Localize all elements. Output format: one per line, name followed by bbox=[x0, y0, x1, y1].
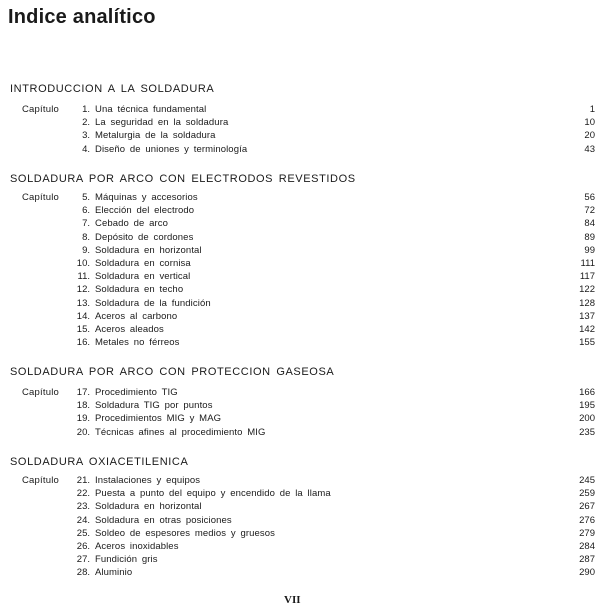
toc-entry bbox=[0, 553, 600, 566]
chapter-page: 137 bbox=[579, 310, 595, 322]
chapter-page: 1 bbox=[589, 104, 595, 115]
toc-entry bbox=[0, 217, 600, 230]
chapter-page: 43 bbox=[584, 143, 595, 155]
toc-entry bbox=[0, 426, 600, 439]
chapter-page: 200 bbox=[579, 413, 595, 425]
toc-entry bbox=[0, 129, 600, 142]
chapter-number: 6. bbox=[82, 205, 90, 217]
chapter-title: Soldadura de la fundición bbox=[95, 297, 211, 309]
chapter-page: 166 bbox=[579, 387, 595, 398]
chapter-number: 2. bbox=[82, 117, 90, 129]
chapter-page: 276 bbox=[579, 514, 595, 526]
chapter-number: 5. bbox=[82, 192, 90, 203]
section-heading: SOLDADURA OXIACETILENICA bbox=[10, 456, 189, 468]
chapter-title: Aceros inoxidables bbox=[95, 541, 179, 552]
chapter-title: Elección del electrodo bbox=[95, 205, 195, 217]
chapter-title: Aluminio bbox=[95, 567, 133, 579]
chapter-title: Soldadura en horizontal bbox=[95, 244, 202, 256]
chapter-number: 26. bbox=[76, 541, 90, 552]
chapter-page: 128 bbox=[579, 297, 595, 309]
chapter-title: Soldadura en otras posiciones bbox=[95, 514, 232, 526]
chapter-title: Diseño de uniones y terminología bbox=[95, 143, 248, 155]
chapter-number: 1. bbox=[82, 104, 90, 115]
toc-entry bbox=[0, 244, 600, 257]
toc-entry bbox=[0, 500, 600, 513]
page-title: Indice analítico bbox=[8, 6, 156, 28]
chapter-page: 284 bbox=[579, 541, 595, 552]
toc-entry bbox=[0, 191, 600, 204]
chapter-page: 56 bbox=[584, 192, 595, 203]
toc-entry bbox=[0, 323, 600, 336]
chapter-number: 27. bbox=[76, 554, 90, 566]
chapter-page: 99 bbox=[584, 244, 595, 256]
page-number-footer: VII bbox=[284, 594, 301, 606]
toc-entry bbox=[0, 566, 600, 579]
chapter-page: 290 bbox=[579, 567, 595, 579]
toc-entry bbox=[0, 487, 600, 500]
chapter-number: 20. bbox=[76, 426, 90, 438]
chapter-number: 11. bbox=[77, 271, 90, 283]
chapter-number: 22. bbox=[76, 488, 90, 500]
chapter-number: 16. bbox=[76, 337, 90, 349]
toc-entry bbox=[0, 270, 600, 283]
toc-entry bbox=[0, 540, 600, 553]
chapter-title: Procedimiento TIG bbox=[95, 387, 178, 398]
toc-entry bbox=[0, 514, 600, 527]
chapter-title: Máquinas y accesorios bbox=[95, 192, 198, 203]
chapter-title: Soldadura en techo bbox=[95, 284, 184, 296]
chapter-page: 195 bbox=[579, 400, 595, 412]
chapter-page: 245 bbox=[579, 475, 595, 486]
chapter-label: Capítulo bbox=[22, 104, 59, 115]
chapter-number: 15. bbox=[76, 324, 90, 335]
chapter-number: 9. bbox=[82, 244, 90, 256]
toc-entry bbox=[0, 336, 600, 349]
toc-entry bbox=[0, 310, 600, 323]
chapter-page: 72 bbox=[584, 205, 595, 217]
chapter-number: 12. bbox=[76, 284, 90, 296]
chapter-number: 23. bbox=[76, 501, 90, 513]
chapter-number: 13. bbox=[76, 297, 90, 309]
toc-entry bbox=[0, 103, 600, 116]
chapter-page: 117 bbox=[579, 271, 595, 283]
chapter-label: Capítulo bbox=[22, 387, 59, 398]
chapter-page: 279 bbox=[579, 527, 595, 539]
toc-entry bbox=[0, 527, 600, 540]
chapter-number: 17. bbox=[76, 387, 90, 398]
chapter-page: 235 bbox=[579, 426, 595, 438]
toc-entry bbox=[0, 386, 600, 399]
chapter-title: Una técnica fundamental bbox=[95, 104, 207, 115]
toc-entry bbox=[0, 116, 600, 129]
section-heading: SOLDADURA POR ARCO CON PROTECCION GASEOSA bbox=[10, 366, 335, 378]
chapter-title: Soldeo de espesores medios y gruesos bbox=[95, 527, 275, 539]
chapter-title: Soldadura en horizontal bbox=[95, 501, 202, 513]
chapter-page: 84 bbox=[584, 218, 595, 230]
chapter-title: Aceros al carbono bbox=[95, 310, 178, 322]
toc-entry bbox=[0, 297, 600, 310]
chapter-title: Puesta a punto del equipo y encendido de la llama bbox=[95, 488, 331, 500]
toc-entry bbox=[0, 399, 600, 412]
toc-entry bbox=[0, 474, 600, 487]
chapter-number: 7. bbox=[82, 218, 90, 230]
chapter-page: 259 bbox=[579, 488, 595, 500]
chapter-number: 4. bbox=[82, 143, 90, 155]
chapter-page: 20 bbox=[584, 130, 595, 142]
toc-entry bbox=[0, 143, 600, 156]
chapter-label: Capítulo bbox=[22, 192, 59, 203]
toc-entry bbox=[0, 412, 600, 425]
chapter-title: Procedimientos MIG y MAG bbox=[95, 413, 222, 425]
chapter-title: Soldadura TIG por puntos bbox=[95, 400, 213, 412]
chapter-page: 111 bbox=[580, 258, 595, 269]
chapter-title: Soldadura en cornisa bbox=[95, 258, 191, 269]
chapter-title: Metalurgia de la soldadura bbox=[95, 130, 216, 142]
chapter-page: 142 bbox=[579, 324, 595, 335]
toc-entry bbox=[0, 257, 600, 270]
chapter-page: 122 bbox=[579, 284, 595, 296]
chapter-number: 21. bbox=[76, 475, 90, 486]
chapter-page: 267 bbox=[579, 501, 595, 513]
chapter-page: 155 bbox=[579, 337, 595, 349]
chapter-title: Instalaciones y equipos bbox=[95, 475, 201, 486]
chapter-title: Depósito de cordones bbox=[95, 231, 194, 243]
chapter-number: 24. bbox=[76, 514, 90, 526]
chapter-number: 19. bbox=[76, 413, 90, 425]
toc-entry bbox=[0, 283, 600, 296]
toc-entry bbox=[0, 204, 600, 217]
chapter-title: Soldadura en vertical bbox=[95, 271, 191, 283]
chapter-title: Fundición gris bbox=[95, 554, 158, 566]
chapter-page: 287 bbox=[579, 554, 595, 566]
chapter-page: 89 bbox=[584, 231, 595, 243]
chapter-page: 10 bbox=[584, 117, 595, 129]
chapter-number: 25. bbox=[76, 527, 90, 539]
chapter-number: 8. bbox=[82, 231, 90, 243]
chapter-label: Capítulo bbox=[22, 475, 59, 486]
chapter-number: 28. bbox=[76, 567, 90, 579]
section-heading: SOLDADURA POR ARCO CON ELECTRODOS REVESTIDOS bbox=[10, 173, 356, 185]
chapter-title: Metales no férreos bbox=[95, 337, 180, 349]
toc-entry bbox=[0, 231, 600, 244]
chapter-number: 14. bbox=[76, 310, 90, 322]
chapter-title: Aceros aleados bbox=[95, 324, 164, 335]
section-heading: INTRODUCCION A LA SOLDADURA bbox=[10, 83, 215, 95]
chapter-title: Técnicas afines al procedimiento MIG bbox=[95, 426, 266, 438]
chapter-number: 18. bbox=[76, 400, 90, 412]
chapter-title: Cebado de arco bbox=[95, 218, 169, 230]
chapter-number: 10. bbox=[76, 258, 90, 269]
chapter-number: 3. bbox=[82, 130, 90, 142]
chapter-title: La seguridad en la soldadura bbox=[95, 117, 229, 129]
